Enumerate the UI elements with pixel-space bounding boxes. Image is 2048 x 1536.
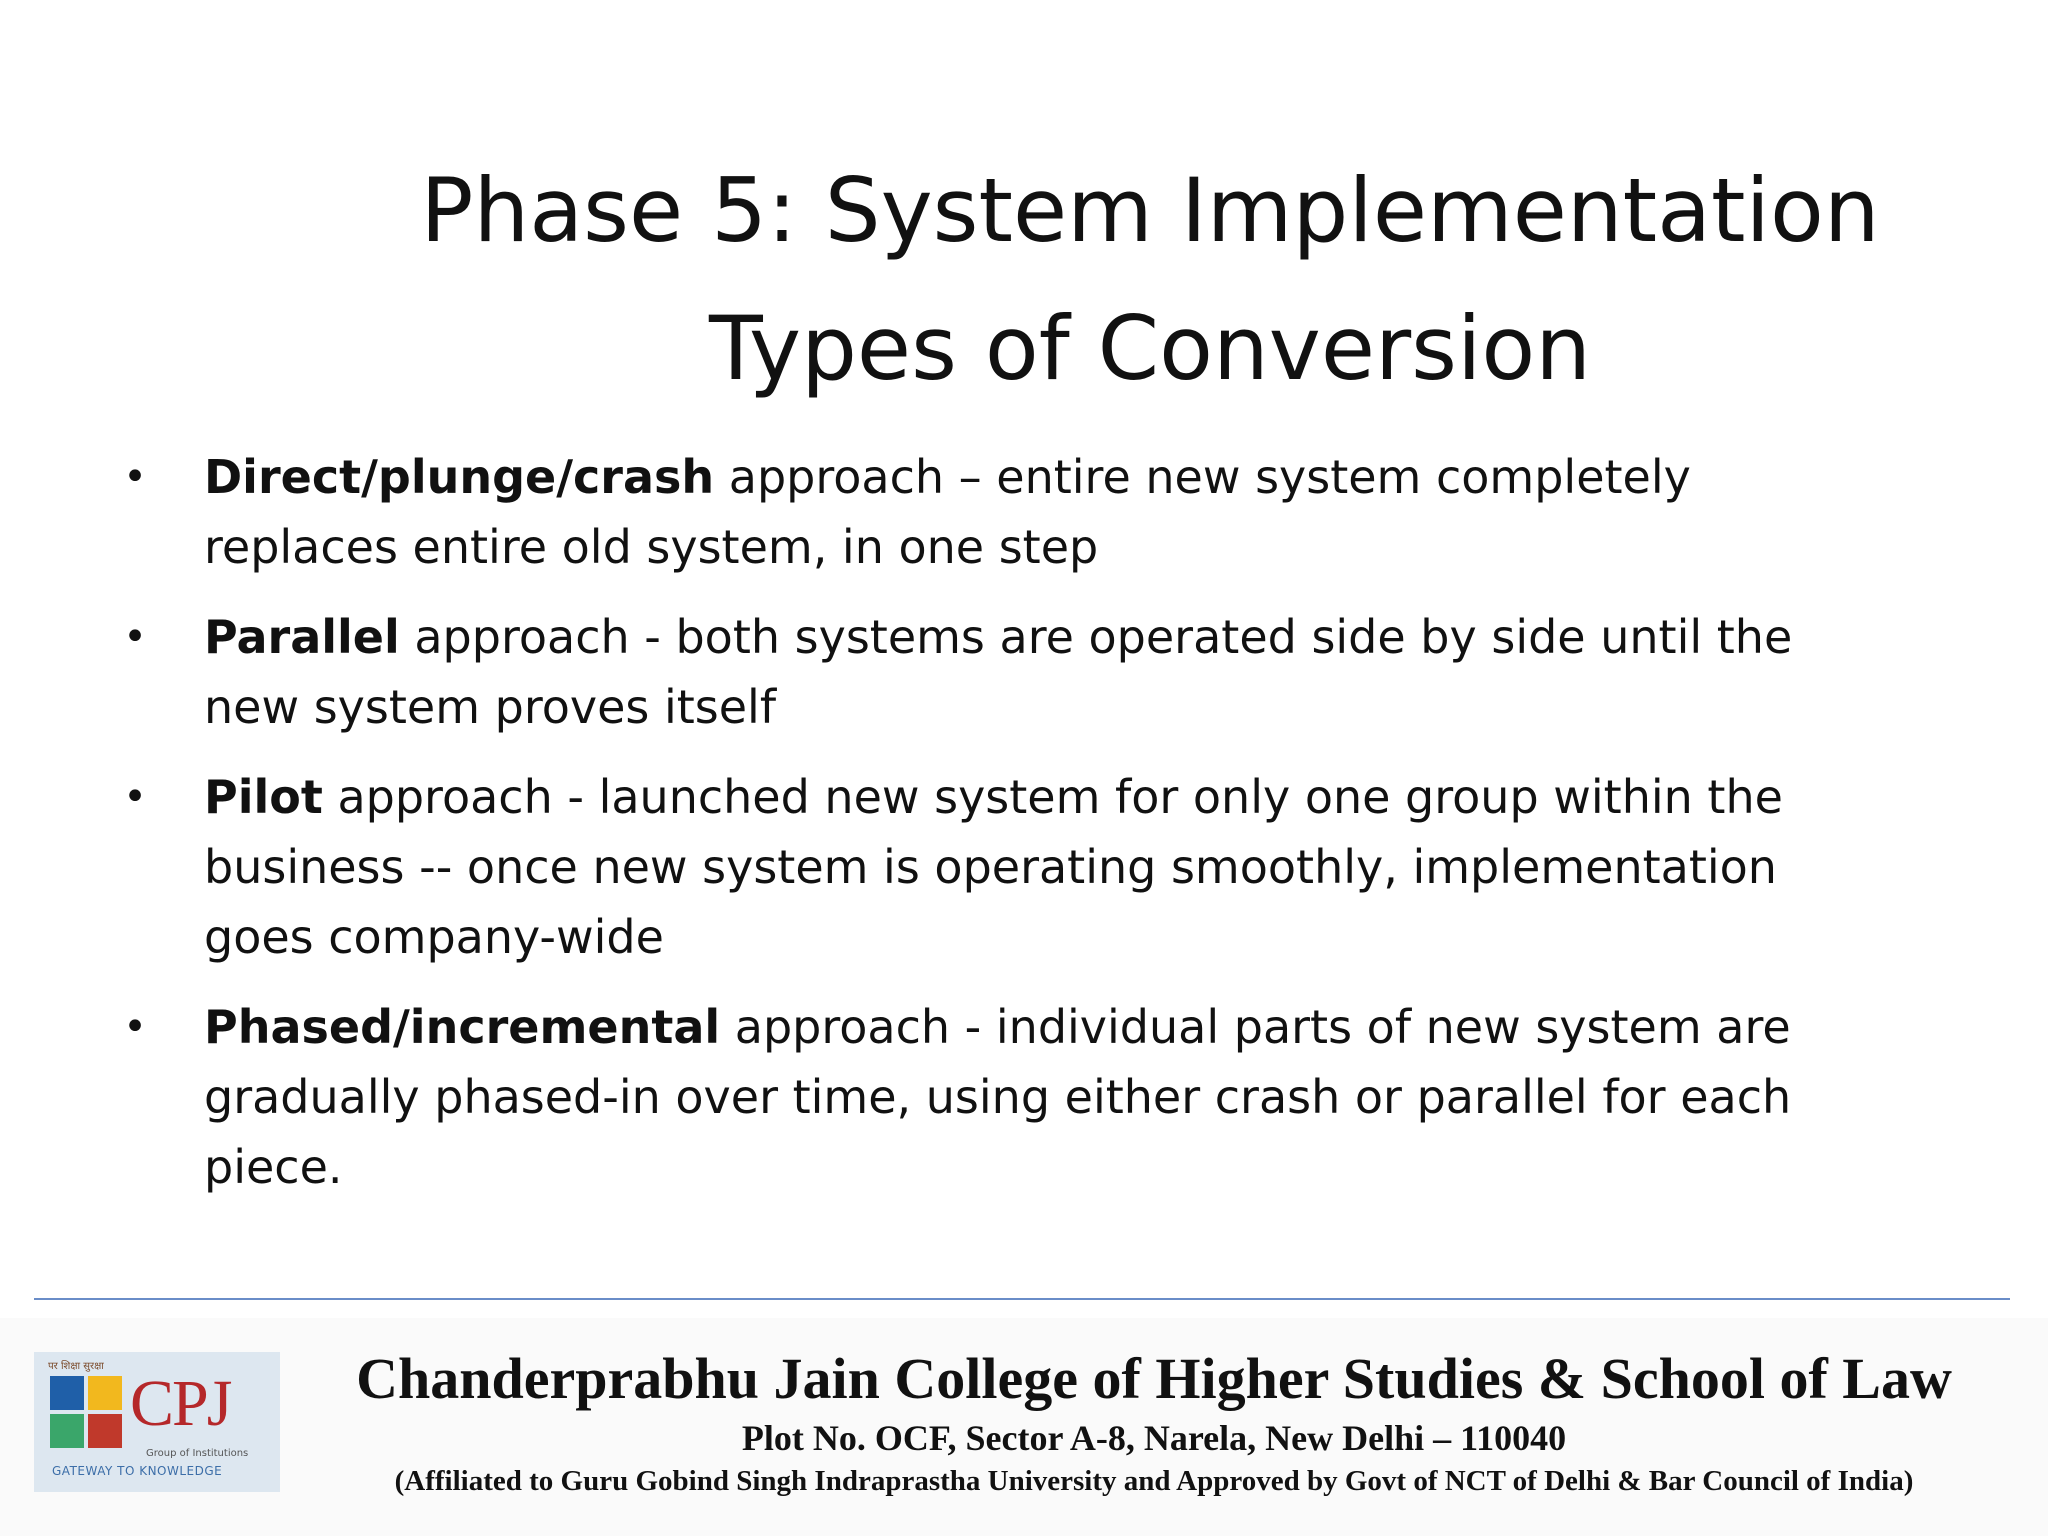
logo-wordmark: CPJ [130, 1367, 231, 1440]
bullet-text: approach - launched new system for only one group within the business -- once new system is operating smoothly, implementation goes company-wide [204, 770, 1783, 964]
slide-title [380, 142, 1920, 418]
bullet-text: approach - individual parts of new system are gradually phased-in over time, using either crash or parallel for each piece. [204, 1000, 1792, 1194]
bullet-dot-icon: • [123, 614, 147, 660]
college-logo [34, 1352, 280, 1492]
bullet-term: Direct/plunge/crash [204, 450, 715, 504]
bullet-term: Phased/incremental [204, 1000, 721, 1054]
bullet-text: approach – entire new system completely replaces entire old system, in one step [204, 450, 1691, 574]
logo-quadrant-globe-icon [88, 1376, 122, 1410]
logo-emblem-icon [50, 1376, 122, 1448]
logo-quadrant-scales-icon [50, 1414, 84, 1448]
bullet-list [120, 442, 1840, 1222]
bullet-item-phased [120, 992, 1840, 1202]
logo-group-text: Group of Institutions [146, 1448, 249, 1459]
college-affiliation: (Affiliated to Guru Gobind Singh Indraprastha University and Approved by Govt of NCT of Delhi & Bar Council of India) [394, 1465, 1914, 1497]
logo-quadrant-cap-icon [50, 1376, 84, 1410]
logo-quadrant-figure-icon [88, 1414, 122, 1448]
logo-tagline: GATEWAY TO KNOWLEDGE [52, 1464, 223, 1478]
bullet-item-parallel [120, 602, 1840, 742]
logo-motto: पर शिक्षा सुरक्षा [48, 1361, 104, 1372]
slide-title-line-1: Phase 5: System Implementation [420, 159, 1880, 262]
bullet-term: Parallel [204, 610, 400, 664]
bullet-text: approach - both systems are operated side by side until the new system proves itself [204, 610, 1793, 734]
slide-title-line-2: Types of Conversion [708, 297, 1592, 400]
bullet-item-pilot [120, 762, 1840, 972]
bullet-dot-icon: • [123, 1004, 147, 1050]
bullet-item-direct [120, 442, 1840, 582]
bullet-dot-icon: • [123, 774, 147, 820]
footer-divider [34, 1298, 2010, 1300]
college-name: Chanderprabhu Jain College of Higher Studies & School of Law [356, 1346, 1952, 1411]
bullet-dot-icon: • [123, 454, 147, 500]
bullet-term: Pilot [204, 770, 323, 824]
college-address: Plot No. OCF, Sector A-8, Narela, New Delhi – 110040 [741, 1418, 1567, 1458]
